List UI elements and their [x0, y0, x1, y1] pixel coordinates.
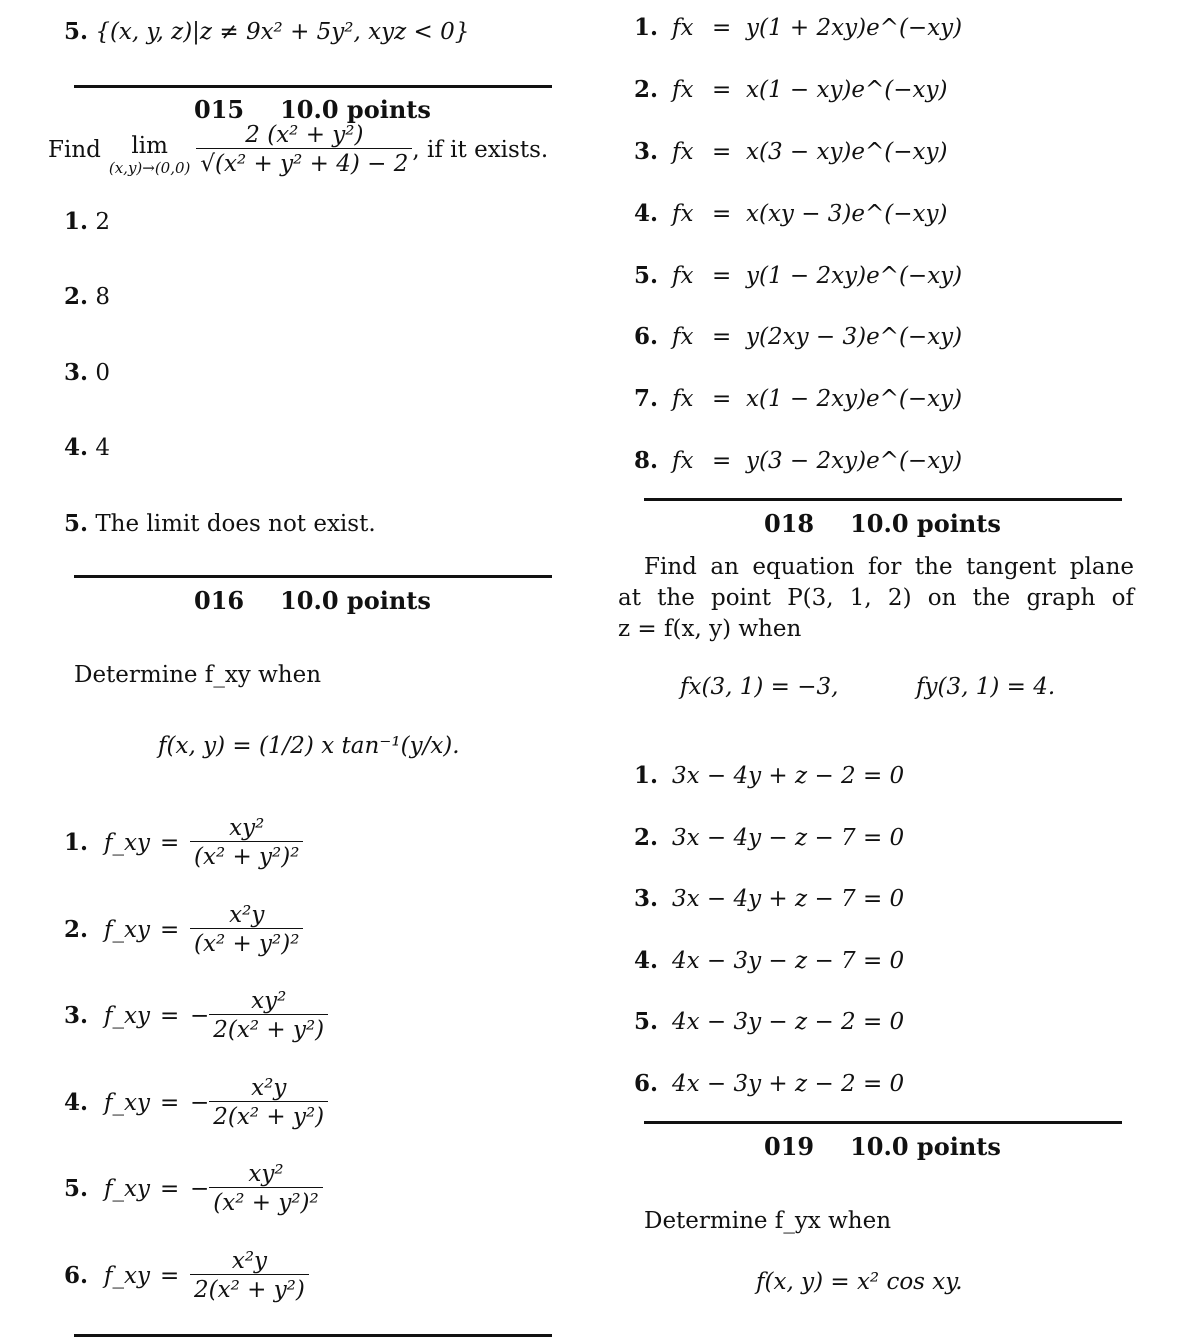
- question-points: 10.0 points: [850, 1132, 1001, 1161]
- choice-fraction: [190, 815, 303, 870]
- choice-text: {(x, y, z)|z ≠ 9x² + 5y², xyz < 0}: [95, 19, 470, 45]
- q016-prompt: Determine f_xy when: [74, 662, 322, 688]
- equals-sign: =: [712, 139, 732, 165]
- q018-condition-2: fy(3, 1) = 4.: [916, 674, 1056, 700]
- equals-sign: =: [712, 77, 732, 103]
- equals-sign: =: [712, 448, 732, 474]
- choice-number: 6.: [634, 1070, 659, 1097]
- choice-number: 2.: [634, 76, 659, 103]
- choice-lhs: f_xy: [104, 1175, 150, 1202]
- limit-expression: [48, 122, 548, 177]
- question-id: 018: [764, 509, 815, 538]
- q018-condition-1: fx(3, 1) = −3,: [680, 674, 839, 700]
- choice-number: 4.: [634, 200, 659, 227]
- choice-number: 4.: [634, 947, 659, 974]
- q019-prompt: Determine f_yx when: [644, 1208, 892, 1234]
- q018-choice-2: [634, 824, 904, 851]
- q016-choice-4: [64, 1075, 328, 1130]
- q018-choice-3: [634, 885, 904, 912]
- choice-lhs: fx: [672, 263, 694, 289]
- choice-rhs: y(3 − 2xy)e^(−xy): [746, 448, 963, 474]
- q017-choice-6: [634, 323, 962, 350]
- q017-choice-7: [634, 385, 962, 412]
- equals-sign: =: [160, 1175, 180, 1202]
- equals-sign: =: [160, 1002, 180, 1029]
- choice-lhs: fx: [672, 15, 694, 41]
- q018-prompt-line3: z = f(x, y) when: [618, 616, 802, 642]
- choice-lhs: fx: [672, 324, 694, 350]
- choice-numerator: xy²: [251, 988, 287, 1014]
- q015-choice-5: [64, 510, 376, 537]
- choice-number: 3.: [634, 885, 659, 912]
- choice-rhs: y(1 + 2xy)e^(−xy): [746, 15, 963, 41]
- choice-text: 4: [95, 435, 110, 461]
- choice-lhs: fx: [672, 448, 694, 474]
- question-header-015: [194, 95, 431, 124]
- choice-number: 4.: [64, 1089, 89, 1116]
- q016-choice-1: [64, 815, 303, 870]
- choice-fraction: [190, 1248, 309, 1303]
- choice-number: 3.: [634, 138, 659, 165]
- choice-number: 5.: [64, 18, 89, 45]
- choice-number: 5.: [64, 1175, 89, 1202]
- choice-rhs: x(1 − 2xy)e^(−xy): [746, 386, 963, 412]
- q015-choice-1: [64, 208, 110, 235]
- q017-choice-1: [634, 14, 962, 41]
- section-divider: [74, 575, 552, 578]
- q016-choice-6: [64, 1248, 309, 1303]
- q017-choice-3: [634, 138, 947, 165]
- question-points: 10.0 points: [280, 95, 431, 124]
- question-id: 019: [764, 1132, 815, 1161]
- equals-sign: =: [160, 916, 180, 943]
- choice-text: 2: [95, 209, 110, 235]
- equals-sign: =: [160, 829, 180, 856]
- choice-denominator: (x² + y²)²: [190, 928, 303, 957]
- q018-prompt-line1: Find an equation for the tangent plane: [644, 554, 1134, 580]
- q016-function: f(x, y) = (1/2) x tan⁻¹(y/x).: [158, 733, 460, 759]
- choice-text: 8: [95, 284, 110, 310]
- lim-word: lim: [131, 132, 168, 159]
- question-points: 10.0 points: [850, 509, 1001, 538]
- limit-suffix: , if it exists.: [412, 136, 549, 163]
- q017-choice-4: [634, 200, 947, 227]
- q019-function: f(x, y) = x² cos xy.: [756, 1269, 963, 1295]
- equals-sign: =: [712, 201, 732, 227]
- equals-sign: =: [712, 263, 732, 289]
- choice-denominator: 2(x² + y²): [209, 1014, 328, 1043]
- choice-rhs: x(3 − xy)e^(−xy): [746, 139, 948, 165]
- choice-number: 5.: [634, 1008, 659, 1035]
- choice-lhs: fx: [672, 77, 694, 103]
- choice-number: 5.: [64, 510, 89, 537]
- choice-sign: −: [190, 1002, 210, 1029]
- choice-lhs: fx: [672, 201, 694, 227]
- choice-denominator: (x² + y²)²: [209, 1187, 322, 1216]
- choice-number: 2.: [64, 283, 89, 310]
- choice-text: 4x − 3y + z − 2 = 0: [672, 1071, 905, 1097]
- choice-text: 3x − 4y + z − 7 = 0: [672, 886, 905, 912]
- lim-operator: [109, 123, 191, 177]
- choice-lhs: fx: [672, 139, 694, 165]
- choice-lhs: f_xy: [104, 1089, 150, 1116]
- equals-sign: =: [712, 386, 732, 412]
- choice-number: 2.: [64, 916, 89, 943]
- choice-sign: −: [190, 1089, 210, 1116]
- section-divider: [74, 1334, 552, 1337]
- choice-fraction: [209, 988, 328, 1043]
- choice-numerator: x²y: [229, 902, 265, 928]
- limit-numerator: 2 (x² + y²): [245, 122, 364, 148]
- choice-number: 2.: [634, 824, 659, 851]
- question-header-016: [194, 586, 431, 615]
- q017-choice-2: [634, 76, 947, 103]
- section-divider: [74, 85, 552, 88]
- equals-sign: =: [712, 15, 732, 41]
- choice-fraction: [209, 1075, 328, 1130]
- choice-number: 1.: [634, 762, 659, 789]
- choice-number: 1.: [634, 14, 659, 41]
- choice-fraction: [209, 1161, 322, 1216]
- q018-prompt-line2: at the point P(3, 1, 2) on the graph of: [618, 585, 1134, 611]
- equals-sign: =: [160, 1089, 180, 1116]
- q017-choice-8: [634, 447, 962, 474]
- lim-subscript: (x,y)→(0,0): [108, 158, 191, 177]
- q018-choice-6: [634, 1070, 904, 1097]
- section-divider: [644, 1121, 1122, 1124]
- top-choice: [64, 18, 469, 45]
- choice-number: 5.: [634, 262, 659, 289]
- choice-denominator: 2(x² + y²): [190, 1274, 309, 1303]
- question-header-018: [764, 509, 1001, 538]
- choice-lhs: f_xy: [104, 1002, 150, 1029]
- choice-numerator: xy²: [248, 1161, 284, 1187]
- choice-text: The limit does not exist.: [95, 511, 376, 537]
- choice-lhs: f_xy: [104, 829, 150, 856]
- choice-fraction: [190, 902, 303, 957]
- choice-number: 6.: [64, 1262, 89, 1289]
- q016-choice-2: [64, 902, 303, 957]
- question-header-019: [764, 1132, 1001, 1161]
- choice-text: 3x − 4y − z − 7 = 0: [672, 825, 905, 851]
- q018-choice-5: [634, 1008, 904, 1035]
- q018-choice-4: [634, 947, 904, 974]
- q015-choice-2: [64, 283, 110, 310]
- choice-numerator: xy²: [229, 815, 265, 841]
- choice-numerator: x²y: [251, 1075, 287, 1101]
- prompt-find: Find: [48, 136, 101, 163]
- choice-number: 3.: [64, 359, 89, 386]
- q017-choice-5: [634, 262, 962, 289]
- limit-denominator: √(x² + y² + 4) − 2: [196, 148, 412, 177]
- choice-sign: −: [190, 1175, 210, 1202]
- choice-rhs: x(1 − xy)e^(−xy): [746, 77, 948, 103]
- equals-sign: =: [160, 1262, 180, 1289]
- choice-denominator: (x² + y²)²: [190, 841, 303, 870]
- question-points: 10.0 points: [280, 586, 431, 615]
- question-id: 016: [194, 586, 245, 615]
- q015-choice-3: [64, 359, 110, 386]
- choice-numerator: x²y: [231, 1248, 268, 1274]
- choice-number: 3.: [64, 1002, 89, 1029]
- question-id: 015: [194, 95, 245, 124]
- choice-number: 8.: [634, 447, 659, 474]
- choice-number: 4.: [64, 434, 89, 461]
- q018-choice-1: [634, 762, 904, 789]
- choice-denominator: 2(x² + y²): [209, 1101, 328, 1130]
- choice-text: 4x − 3y − z − 7 = 0: [672, 948, 905, 974]
- q015-choice-4: [64, 434, 110, 461]
- choice-rhs: y(2xy − 3)e^(−xy): [746, 324, 963, 350]
- limit-fraction: [196, 122, 412, 177]
- choice-lhs: f_xy: [104, 916, 150, 943]
- choice-text: 4x − 3y − z − 2 = 0: [672, 1009, 905, 1035]
- choice-text: 3x − 4y + z − 2 = 0: [672, 763, 905, 789]
- choice-number: 7.: [634, 385, 659, 412]
- q016-choice-5: [64, 1161, 323, 1216]
- q016-choice-3: [64, 988, 328, 1043]
- choice-number: 1.: [64, 208, 89, 235]
- equals-sign: =: [712, 324, 732, 350]
- choice-rhs: x(xy − 3)e^(−xy): [746, 201, 948, 227]
- choice-rhs: y(1 − 2xy)e^(−xy): [746, 263, 963, 289]
- choice-text: 0: [95, 360, 110, 386]
- choice-number: 1.: [64, 829, 89, 856]
- choice-lhs: f_xy: [104, 1262, 150, 1289]
- choice-lhs: fx: [672, 386, 694, 412]
- section-divider: [644, 498, 1122, 501]
- choice-number: 6.: [634, 323, 659, 350]
